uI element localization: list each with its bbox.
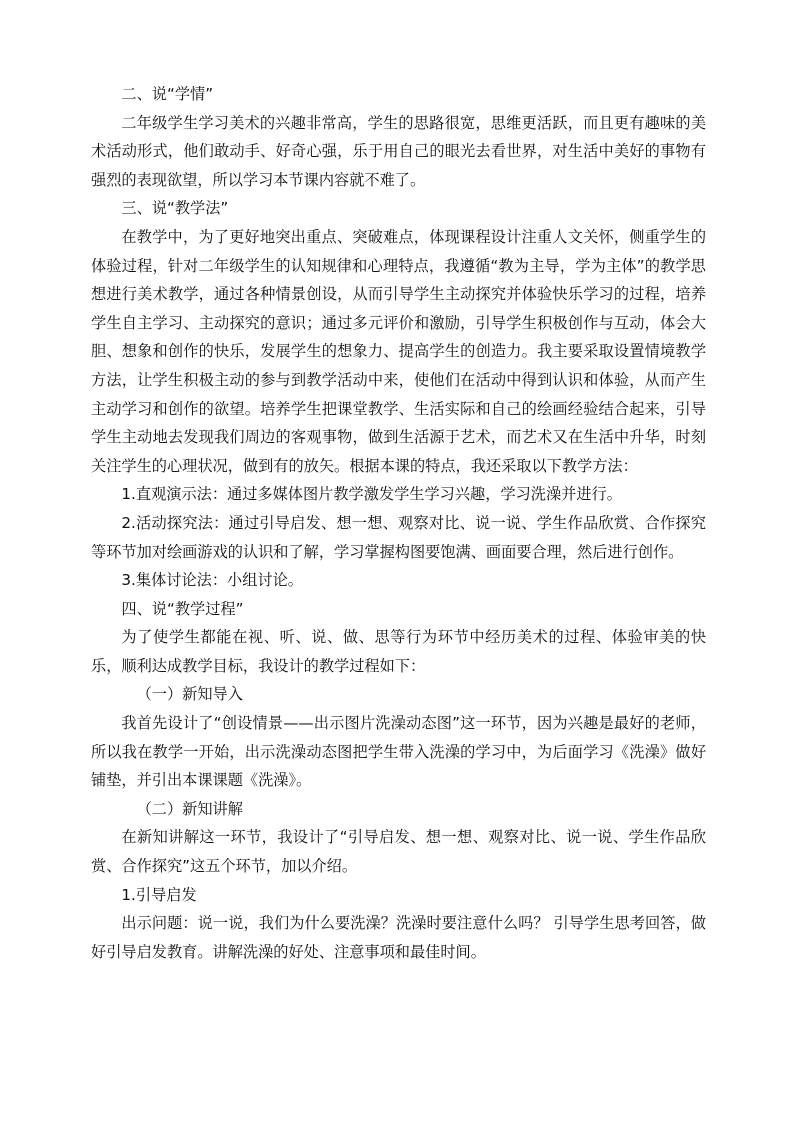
section-heading-learning: 二、说“学情” (121, 85, 214, 103)
paragraph-teaching-method: 在教学中，为了更好地突出重点、突破难点，体现课程设计注重人文关怀，侧重学生的体验过程，针对二年级学生的认知规律和心理特点，我遵循“教为主导，学为主体”的教学思想进行美术教学，通过各种情景创设，从而引导学生主动探究并体验快乐学习的过程，培养学生自主学习、主动探究的意识；通过多元评价和激励，引导学生积极创作与互动，体会大胆、想象和创作的快乐，发展学生的想象力、提高学生的创造力。我主要采取设置情境教学方法，让学生积极主动的参与到教学活动中来，使他们在活动中得到认识和体验，从而产生主动学习和创作的欲望。培养学生把课堂教学、生活实际和自己的绘画经验结合起来，引导学生主动地去发现我们周边的客观事物，做到生活源于艺术，而艺术又在生活中升华，时刻关注学生的心理状况，做到有的放矢。根据本课的特点，我还采取以下教学方法： (91, 227, 706, 475)
subheading-new-knowledge-explain: （二）新知讲解 (136, 799, 243, 818)
section-heading-teaching-process: 四、说“教学过程” (121, 599, 244, 618)
paragraph-new-knowledge-explain: 在新知讲解这一环节，我设计了“引导启发、想一想、观察对比、说一说、学生作品欣赏、合作探究”这五个环节，加以介绍。 (91, 828, 706, 876)
document-body (91, 80, 706, 966)
paragraph-teaching-process-intro: 为了使学生都能在视、听、说、做、思等行为环节中经历美术的过程、体验审美的快乐，顺利达成教学目标，我设计的教学过程如下： (91, 628, 706, 675)
paragraph-guide-question: 出示问题：说一说，我们为什么要洗澡？洗澡时要注意什么吗？ 引导学生思考回答，做好引导启发教育。讲解洗澡的好处、注意事项和最佳时间。 (91, 914, 706, 961)
method-item-3: 3.集体讨论法：小组讨论。 (121, 571, 303, 590)
method-item-2: 2.活动探究法：通过引导启发、想一想、观察对比、说一说、学生作品欣赏、合作探究等环节加对绘画游戏的认识和了解，学习掌握构图要饱满、画面要合理，然后进行创作。 (91, 513, 706, 561)
paragraph-learning-situation: 二年级学生学习美术的兴趣非常高，学生的思路很宽，思维更活跃，而且更有趣味的美术活动形式，他们敢动手、好奇心强，乐于用自己的眼光去看世界，对生活中美好的事物有强烈的表现欲望，所以学习本节课内容就不难了。 (91, 113, 706, 189)
subheading-new-knowledge-intro: （一）新知导入 (136, 685, 243, 704)
paragraph-new-knowledge-intro: 我首先设计了“创设情景——出示图片洗澡动态图”这一环节，因为兴趣是最好的老师，所以我在教学一开始，出示洗澡动态图把学生带入洗澡的学习中，为后面学习《洗澡》做好铺垫，并引出本课课题《洗澡》。 (91, 714, 706, 790)
method-item-1: 1.直观演示法：通过多媒体图片教学激发学生学习兴趣，学习洗澡并进行。 (121, 485, 622, 504)
section-heading-teaching-method: 三、说“教学法” (121, 199, 229, 218)
step-heading-guide: 1.引导启发 (121, 885, 197, 904)
